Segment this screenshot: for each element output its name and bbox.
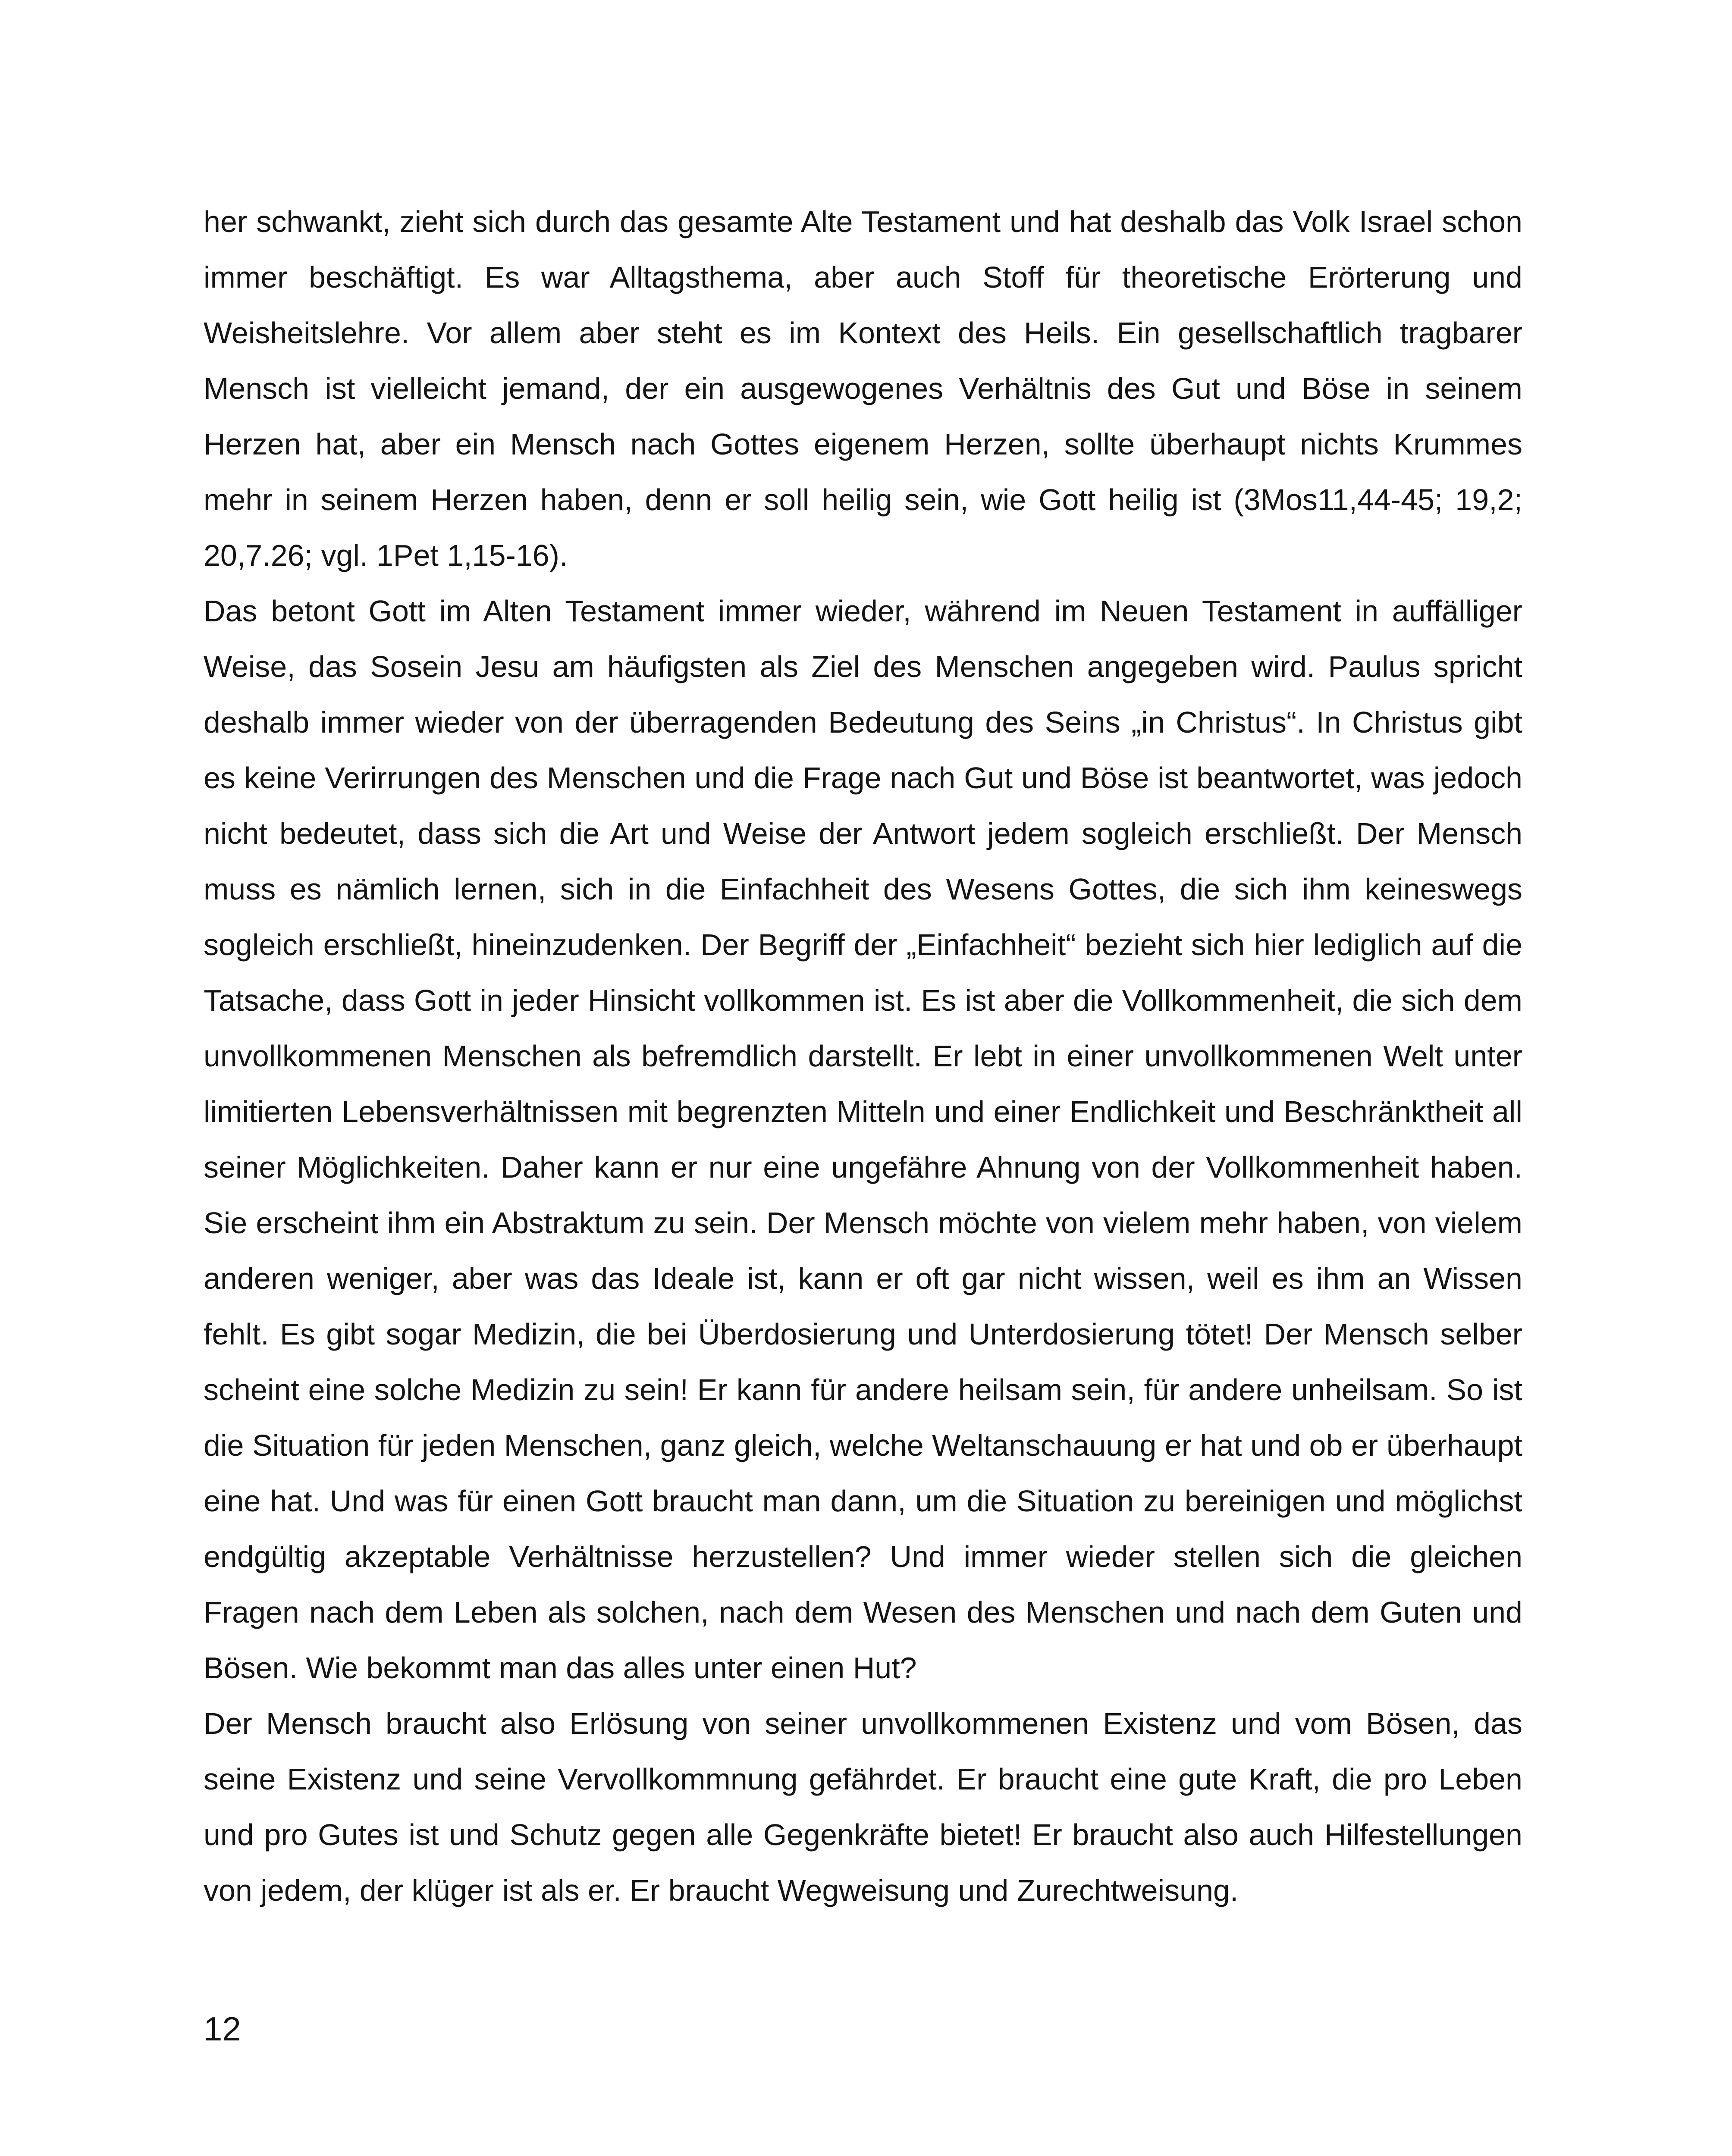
paragraph-2: Das betont Gott im Alten Testament immer wieder, während im Neuen Testament in auffälliger Weise, das Sosein Jesu am häufigsten als Ziel des Menschen angegeben wird. Paulus spricht deshalb immer wieder von der überragenden Bedeutung des Seins „in Christus“. In Christus gibt es keine Verirrungen des Menschen und die Frage nach Gut und Böse ist beantwortet, was jedoch nicht bedeutet, dass sich die Art und Weise der Antwort jedem sogleich erschließt. Der Mensch muss es nämlich lernen, sich in die Einfachheit des Wesens Gottes, die sich ihm keineswegs sogleich erschließt, hineinzudenken. Der Begriff der „Einfachheit“ bezieht sich hier lediglich auf die Tatsache, dass Gott in jeder Hinsicht vollkommen ist. Es ist aber die Vollkommenheit, die sich dem unvollkommenen Menschen als befremdlich darstellt. Er lebt in einer unvollkommenen Welt unter limitierten Lebensverhältnissen mit begrenzten Mitteln und einer Endlichkeit und Beschränktheit all seiner Möglichkeiten. Daher kann er nur eine ungefähre Ahnung von der Vollkommenheit haben. Sie erscheint ihm ein Abstraktum zu sein. Der Mensch möchte von vielem mehr haben, von vielem anderen weniger, aber was das Ideale ist, kann er oft gar nicht wissen, weil es ihm an Wissen fehlt. Es gibt sogar Medizin, die bei Überdosierung und Unterdosierung tötet! Der Mensch selber scheint eine solche Medizin zu sein! Er kann für andere heilsam sein, für andere unheilsam. So ist die Situation für jeden Menschen, ganz gleich, welche Weltanschauung er hat und ob er überhaupt eine hat. Und was für einen Gott braucht man dann, um die Situation zu bereinigen und möglichst endgültig akzeptable Verhältnisse herzustellen? Und immer wieder stellen sich die gleichen Fragen nach dem Leben als solchen, nach dem Wesen des Menschen und nach dem Guten und Bösen. Wie bekommt man das alles unter einen Hut? (204, 594, 1522, 1685)
body-text (204, 194, 1522, 1918)
page-number: 12 (204, 2010, 241, 2048)
paragraph-3: Der Mensch braucht also Erlösung von seiner unvollkommenen Existenz und vom Bösen, das seine Existenz und seine Vervollkommnung gefährdet. Er braucht eine gute Kraft, die pro Leben und pro Gutes ist und Schutz gegen alle Gegenkräfte bietet! Er braucht also auch Hilfestellungen von jedem, der klüger ist als er. Er braucht Wegweisung und Zurechtweisung. (204, 1707, 1522, 1907)
paragraph-1: her schwankt, zieht sich durch das gesamte Alte Testament und hat deshalb das Volk Israel schon immer beschäftigt. Es war Alltagsthema, aber auch Stoff für theoretische Erörterung und Weisheitslehre. Vor allem aber steht es im Kontext des Heils. Ein gesellschaftlich tragbarer Mensch ist vielleicht jemand, der ein ausgewogenes Verhältnis des Gut und Böse in seinem Herzen hat, aber ein Mensch nach Gottes eigenem Herzen, sollte überhaupt nichts Krummes mehr in seinem Herzen haben, denn er soll heilig sein, wie Gott heilig ist (3Mos11,44-45; 19,2; 20,7.26; vgl. 1Pet 1,15-16). (204, 205, 1522, 572)
